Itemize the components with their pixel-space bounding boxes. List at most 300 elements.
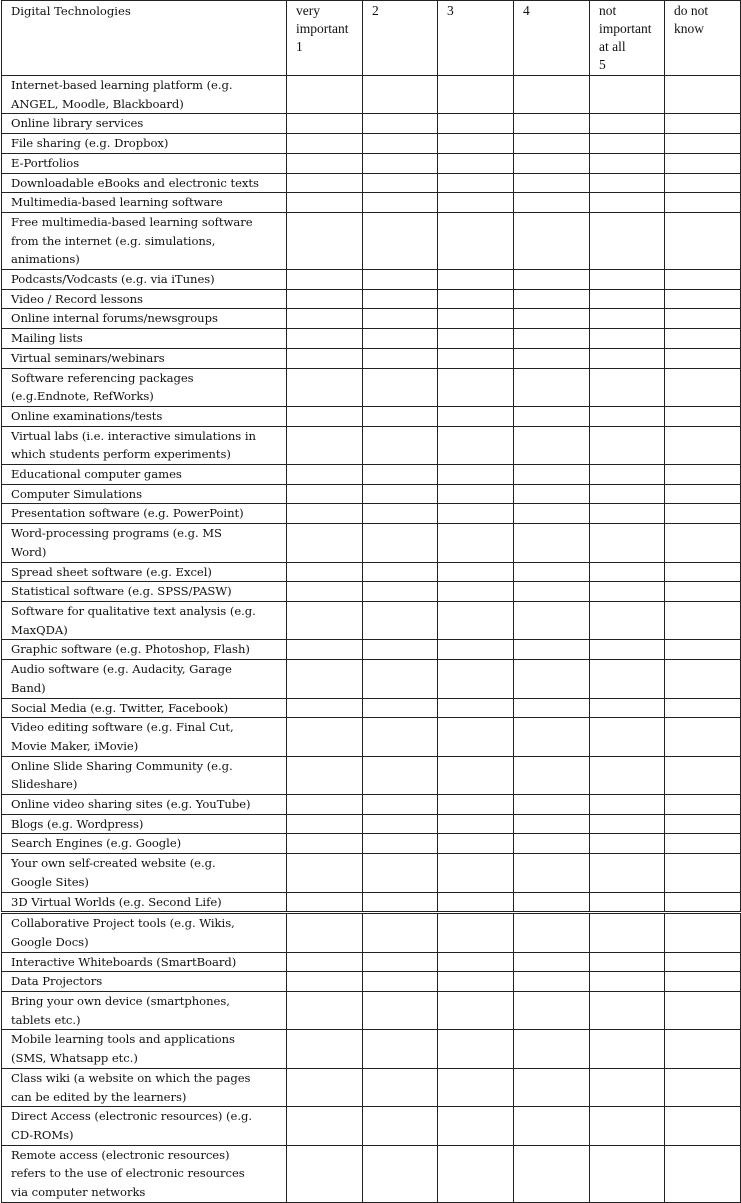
table-row	[2, 1145, 741, 1202]
rating-cell-not-important[interactable]	[590, 582, 665, 602]
rating-cell-not-important[interactable]	[590, 329, 665, 349]
rating-cell-2[interactable]	[363, 795, 438, 815]
rating-cell-do-not-know[interactable]	[665, 601, 741, 639]
rating-cell-do-not-know[interactable]	[665, 212, 741, 269]
rating-cell-4[interactable]	[514, 134, 590, 154]
rating-cell-not-important[interactable]	[590, 465, 665, 485]
rating-cell-3[interactable]	[438, 582, 514, 602]
rating-cell-very-important[interactable]	[287, 504, 363, 524]
table-row	[2, 834, 741, 854]
rating-cell-not-important[interactable]	[590, 913, 665, 952]
table-row	[2, 562, 741, 582]
rating-cell-2[interactable]	[363, 582, 438, 602]
technology-label: Free multimedia-based learning software from the internet (e.g. simulations, animations)	[2, 212, 287, 269]
header-3: 3	[438, 1, 514, 76]
technology-label: Your own self-created website (e.g. Google Sites)	[2, 854, 287, 892]
rating-cell-2[interactable]	[363, 562, 438, 582]
rating-cell-do-not-know[interactable]	[665, 329, 741, 349]
rating-cell-very-important[interactable]	[287, 173, 363, 193]
rating-cell-not-important[interactable]	[590, 640, 665, 660]
rating-cell-2[interactable]	[363, 913, 438, 952]
rating-cell-very-important[interactable]	[287, 992, 363, 1030]
rating-cell-do-not-know[interactable]	[665, 309, 741, 329]
header-technology: Digital Technologies	[2, 1, 287, 76]
rating-cell-do-not-know[interactable]	[665, 406, 741, 426]
rating-cell-not-important[interactable]	[590, 173, 665, 193]
rating-cell-not-important[interactable]	[590, 114, 665, 134]
rating-cell-do-not-know[interactable]	[665, 1030, 741, 1068]
rating-cell-4[interactable]	[514, 1145, 590, 1202]
table-row	[2, 814, 741, 834]
rating-cell-4[interactable]	[514, 640, 590, 660]
rating-cell-do-not-know[interactable]	[665, 718, 741, 756]
rating-cell-do-not-know[interactable]	[665, 698, 741, 718]
rating-cell-4[interactable]	[514, 756, 590, 794]
rating-cell-3[interactable]	[438, 1068, 514, 1106]
table-row	[2, 193, 741, 213]
rating-cell-not-important[interactable]	[590, 601, 665, 639]
rating-cell-4[interactable]	[514, 212, 590, 269]
rating-cell-3[interactable]	[438, 426, 514, 464]
rating-cell-3[interactable]	[438, 524, 514, 562]
rating-cell-very-important[interactable]	[287, 718, 363, 756]
rating-cell-3[interactable]	[438, 1145, 514, 1202]
rating-cell-very-important[interactable]	[287, 114, 363, 134]
rating-cell-3[interactable]	[438, 270, 514, 290]
rating-cell-3[interactable]	[438, 309, 514, 329]
rating-cell-very-important[interactable]	[287, 972, 363, 992]
rating-cell-not-important[interactable]	[590, 698, 665, 718]
rating-cell-not-important[interactable]	[590, 76, 665, 114]
rating-cell-very-important[interactable]	[287, 795, 363, 815]
rating-cell-very-important[interactable]	[287, 601, 363, 639]
rating-cell-do-not-know[interactable]	[665, 76, 741, 114]
rating-cell-2[interactable]	[363, 601, 438, 639]
rating-cell-2[interactable]	[363, 212, 438, 269]
rating-cell-very-important[interactable]	[287, 426, 363, 464]
rating-cell-do-not-know[interactable]	[665, 153, 741, 173]
rating-cell-very-important[interactable]	[287, 134, 363, 154]
rating-cell-very-important[interactable]	[287, 756, 363, 794]
table-row	[2, 484, 741, 504]
rating-cell-3[interactable]	[438, 484, 514, 504]
rating-cell-2[interactable]	[363, 270, 438, 290]
rating-cell-2[interactable]	[363, 1030, 438, 1068]
rating-cell-not-important[interactable]	[590, 1145, 665, 1202]
rating-cell-4[interactable]	[514, 1030, 590, 1068]
technology-label: Online video sharing sites (e.g. YouTube)	[2, 795, 287, 815]
rating-cell-not-important[interactable]	[590, 992, 665, 1030]
rating-cell-do-not-know[interactable]	[665, 795, 741, 815]
rating-cell-2[interactable]	[363, 134, 438, 154]
technology-label: Multimedia-based learning software	[2, 193, 287, 213]
rating-cell-3[interactable]	[438, 329, 514, 349]
rating-cell-2[interactable]	[363, 76, 438, 114]
rating-cell-do-not-know[interactable]	[665, 972, 741, 992]
technology-label: 3D Virtual Worlds (e.g. Second Life)	[2, 892, 287, 913]
rating-cell-2[interactable]	[363, 660, 438, 698]
rating-cell-2[interactable]	[363, 834, 438, 854]
rating-cell-3[interactable]	[438, 834, 514, 854]
rating-cell-do-not-know[interactable]	[665, 348, 741, 368]
rating-cell-do-not-know[interactable]	[665, 465, 741, 485]
rating-cell-4[interactable]	[514, 795, 590, 815]
rating-cell-4[interactable]	[514, 76, 590, 114]
rating-cell-4[interactable]	[514, 348, 590, 368]
rating-cell-do-not-know[interactable]	[665, 562, 741, 582]
rating-cell-4[interactable]	[514, 193, 590, 213]
technology-label: Blogs (e.g. Wordpress)	[2, 814, 287, 834]
technology-label: Word-processing programs (e.g. MS Word)	[2, 524, 287, 562]
rating-cell-not-important[interactable]	[590, 270, 665, 290]
rating-cell-4[interactable]	[514, 406, 590, 426]
rating-cell-very-important[interactable]	[287, 329, 363, 349]
technology-label: Class wiki (a website on which the pages can be edited by the learners)	[2, 1068, 287, 1106]
rating-cell-do-not-know[interactable]	[665, 426, 741, 464]
rating-cell-not-important[interactable]	[590, 524, 665, 562]
rating-cell-very-important[interactable]	[287, 1068, 363, 1106]
rating-cell-very-important[interactable]	[287, 854, 363, 892]
rating-cell-3[interactable]	[438, 854, 514, 892]
rating-cell-2[interactable]	[363, 348, 438, 368]
rating-cell-very-important[interactable]	[287, 465, 363, 485]
table-row	[2, 504, 741, 524]
rating-cell-do-not-know[interactable]	[665, 952, 741, 972]
table-row	[2, 114, 741, 134]
rating-cell-do-not-know[interactable]	[665, 854, 741, 892]
rating-cell-4[interactable]	[514, 465, 590, 485]
rating-cell-3[interactable]	[438, 465, 514, 485]
rating-cell-2[interactable]	[363, 972, 438, 992]
header-very-important: very important 1	[287, 1, 363, 76]
rating-cell-3[interactable]	[438, 562, 514, 582]
table-row	[2, 524, 741, 562]
rating-cell-very-important[interactable]	[287, 76, 363, 114]
rating-cell-very-important[interactable]	[287, 309, 363, 329]
rating-cell-2[interactable]	[363, 114, 438, 134]
rating-cell-not-important[interactable]	[590, 1068, 665, 1106]
rating-cell-4[interactable]	[514, 173, 590, 193]
rating-cell-not-important[interactable]	[590, 193, 665, 213]
table-row	[2, 270, 741, 290]
rating-cell-3[interactable]	[438, 368, 514, 406]
rating-cell-not-important[interactable]	[590, 348, 665, 368]
rating-cell-very-important[interactable]	[287, 368, 363, 406]
rating-cell-do-not-know[interactable]	[665, 504, 741, 524]
rating-cell-do-not-know[interactable]	[665, 524, 741, 562]
rating-cell-2[interactable]	[363, 153, 438, 173]
table-row	[2, 892, 741, 913]
rating-cell-very-important[interactable]	[287, 952, 363, 972]
rating-cell-do-not-know[interactable]	[665, 1068, 741, 1106]
rating-cell-4[interactable]	[514, 289, 590, 309]
rating-cell-3[interactable]	[438, 1107, 514, 1145]
rating-cell-4[interactable]	[514, 504, 590, 524]
rating-cell-do-not-know[interactable]	[665, 660, 741, 698]
rating-cell-2[interactable]	[363, 1107, 438, 1145]
rating-cell-not-important[interactable]	[590, 309, 665, 329]
rating-cell-2[interactable]	[363, 329, 438, 349]
technology-label: Collaborative Project tools (e.g. Wikis, Google Docs)	[2, 913, 287, 952]
rating-cell-4[interactable]	[514, 1107, 590, 1145]
rating-cell-4[interactable]	[514, 952, 590, 972]
rating-cell-3[interactable]	[438, 660, 514, 698]
rating-cell-4[interactable]	[514, 660, 590, 698]
technology-label: Mobile learning tools and applications (SMS, Whatsapp etc.)	[2, 1030, 287, 1068]
rating-cell-3[interactable]	[438, 153, 514, 173]
table-row	[2, 309, 741, 329]
rating-cell-not-important[interactable]	[590, 426, 665, 464]
rating-cell-not-important[interactable]	[590, 212, 665, 269]
rating-cell-not-important[interactable]	[590, 814, 665, 834]
rating-cell-2[interactable]	[363, 718, 438, 756]
rating-cell-2[interactable]	[363, 992, 438, 1030]
table-row	[2, 660, 741, 698]
header-4: 4	[514, 1, 590, 76]
rating-cell-4[interactable]	[514, 114, 590, 134]
rating-cell-4[interactable]	[514, 814, 590, 834]
rating-cell-do-not-know[interactable]	[665, 756, 741, 794]
rating-cell-3[interactable]	[438, 406, 514, 426]
technology-label: Computer Simulations	[2, 484, 287, 504]
rating-cell-4[interactable]	[514, 992, 590, 1030]
rating-cell-2[interactable]	[363, 504, 438, 524]
rating-cell-4[interactable]	[514, 892, 590, 913]
rating-cell-4[interactable]	[514, 270, 590, 290]
rating-cell-3[interactable]	[438, 1030, 514, 1068]
rating-cell-very-important[interactable]	[287, 212, 363, 269]
table-row	[2, 756, 741, 794]
rating-cell-3[interactable]	[438, 972, 514, 992]
rating-cell-very-important[interactable]	[287, 484, 363, 504]
rating-cell-4[interactable]	[514, 972, 590, 992]
rating-cell-do-not-know[interactable]	[665, 289, 741, 309]
rating-cell-very-important[interactable]	[287, 834, 363, 854]
rating-cell-4[interactable]	[514, 524, 590, 562]
rating-cell-not-important[interactable]	[590, 756, 665, 794]
technology-label: Statistical software (e.g. SPSS/PASW)	[2, 582, 287, 602]
rating-cell-4[interactable]	[514, 601, 590, 639]
rating-cell-not-important[interactable]	[590, 1030, 665, 1068]
rating-cell-4[interactable]	[514, 1068, 590, 1106]
table-row	[2, 76, 741, 114]
rating-cell-3[interactable]	[438, 289, 514, 309]
rating-cell-4[interactable]	[514, 562, 590, 582]
rating-cell-4[interactable]	[514, 854, 590, 892]
rating-cell-4[interactable]	[514, 834, 590, 854]
rating-cell-3[interactable]	[438, 913, 514, 952]
rating-cell-3[interactable]	[438, 952, 514, 972]
rating-cell-not-important[interactable]	[590, 718, 665, 756]
rating-cell-very-important[interactable]	[287, 1107, 363, 1145]
rating-cell-do-not-know[interactable]	[665, 913, 741, 952]
rating-cell-2[interactable]	[363, 289, 438, 309]
rating-cell-not-important[interactable]	[590, 660, 665, 698]
rating-cell-do-not-know[interactable]	[665, 834, 741, 854]
rating-cell-very-important[interactable]	[287, 153, 363, 173]
rating-cell-2[interactable]	[363, 640, 438, 660]
rating-cell-3[interactable]	[438, 601, 514, 639]
rating-cell-2[interactable]	[363, 426, 438, 464]
technology-label: Internet-based learning platform (e.g. ANGEL, Moodle, Blackboard)	[2, 76, 287, 114]
rating-cell-very-important[interactable]	[287, 814, 363, 834]
table-row	[2, 972, 741, 992]
rating-cell-very-important[interactable]	[287, 913, 363, 952]
technology-label: Bring your own device (smartphones, tablets etc.)	[2, 992, 287, 1030]
rating-cell-3[interactable]	[438, 348, 514, 368]
technology-label: Data Projectors	[2, 972, 287, 992]
rating-cell-3[interactable]	[438, 795, 514, 815]
rating-cell-3[interactable]	[438, 134, 514, 154]
rating-cell-very-important[interactable]	[287, 406, 363, 426]
table-row	[2, 289, 741, 309]
rating-cell-not-important[interactable]	[590, 504, 665, 524]
technology-label: Online Slide Sharing Community (e.g. Slideshare)	[2, 756, 287, 794]
rating-cell-not-important[interactable]	[590, 562, 665, 582]
rating-cell-3[interactable]	[438, 814, 514, 834]
rating-cell-2[interactable]	[363, 524, 438, 562]
rating-cell-3[interactable]	[438, 212, 514, 269]
rating-cell-do-not-know[interactable]	[665, 484, 741, 504]
rating-cell-3[interactable]	[438, 756, 514, 794]
rating-cell-3[interactable]	[438, 992, 514, 1030]
rating-cell-very-important[interactable]	[287, 640, 363, 660]
rating-cell-do-not-know[interactable]	[665, 134, 741, 154]
rating-cell-4[interactable]	[514, 913, 590, 952]
rating-cell-not-important[interactable]	[590, 952, 665, 972]
rating-cell-very-important[interactable]	[287, 1030, 363, 1068]
rating-cell-2[interactable]	[363, 814, 438, 834]
rating-cell-4[interactable]	[514, 698, 590, 718]
rating-cell-do-not-know[interactable]	[665, 892, 741, 913]
table-row	[2, 913, 741, 952]
rating-cell-2[interactable]	[363, 952, 438, 972]
rating-cell-not-important[interactable]	[590, 484, 665, 504]
rating-cell-very-important[interactable]	[287, 193, 363, 213]
rating-cell-do-not-know[interactable]	[665, 1107, 741, 1145]
technology-label: Software for qualitative text analysis (e.g. MaxQDA)	[2, 601, 287, 639]
rating-cell-2[interactable]	[363, 484, 438, 504]
table-row	[2, 1107, 741, 1145]
rating-cell-do-not-know[interactable]	[665, 814, 741, 834]
rating-cell-do-not-know[interactable]	[665, 1145, 741, 1202]
technology-label: Graphic software (e.g. Photoshop, Flash)	[2, 640, 287, 660]
rating-cell-4[interactable]	[514, 329, 590, 349]
technology-label: Spread sheet software (e.g. Excel)	[2, 562, 287, 582]
rating-cell-3[interactable]	[438, 173, 514, 193]
rating-cell-2[interactable]	[363, 465, 438, 485]
rating-cell-very-important[interactable]	[287, 892, 363, 913]
rating-cell-2[interactable]	[363, 756, 438, 794]
rating-cell-2[interactable]	[363, 698, 438, 718]
table-row	[2, 795, 741, 815]
rating-cell-very-important[interactable]	[287, 660, 363, 698]
rating-cell-not-important[interactable]	[590, 972, 665, 992]
rating-cell-very-important[interactable]	[287, 289, 363, 309]
rating-cell-do-not-know[interactable]	[665, 992, 741, 1030]
rating-cell-do-not-know[interactable]	[665, 640, 741, 660]
rating-cell-2[interactable]	[363, 1068, 438, 1106]
rating-cell-not-important[interactable]	[590, 368, 665, 406]
rating-cell-2[interactable]	[363, 193, 438, 213]
header-not-important: not important at all 5	[590, 1, 665, 76]
rating-cell-3[interactable]	[438, 698, 514, 718]
rating-cell-do-not-know[interactable]	[665, 193, 741, 213]
rating-cell-4[interactable]	[514, 309, 590, 329]
table-row	[2, 1068, 741, 1106]
technology-label: Remote access (electronic resources) refers to the use of electronic resources via computer networks	[2, 1145, 287, 1202]
rating-cell-do-not-know[interactable]	[665, 114, 741, 134]
rating-cell-3[interactable]	[438, 504, 514, 524]
rating-cell-4[interactable]	[514, 484, 590, 504]
rating-cell-very-important[interactable]	[287, 1145, 363, 1202]
rating-cell-do-not-know[interactable]	[665, 368, 741, 406]
rating-cell-3[interactable]	[438, 193, 514, 213]
rating-cell-not-important[interactable]	[590, 892, 665, 913]
table-row	[2, 134, 741, 154]
table-row	[2, 601, 741, 639]
table-row	[2, 465, 741, 485]
rating-cell-do-not-know[interactable]	[665, 270, 741, 290]
header-2: 2	[363, 1, 438, 76]
table-row	[2, 426, 741, 464]
rating-cell-not-important[interactable]	[590, 134, 665, 154]
rating-cell-not-important[interactable]	[590, 406, 665, 426]
rating-cell-very-important[interactable]	[287, 698, 363, 718]
rating-cell-2[interactable]	[363, 406, 438, 426]
rating-cell-very-important[interactable]	[287, 562, 363, 582]
rating-cell-very-important[interactable]	[287, 348, 363, 368]
rating-cell-not-important[interactable]	[590, 289, 665, 309]
rating-cell-3[interactable]	[438, 114, 514, 134]
rating-cell-4[interactable]	[514, 426, 590, 464]
rating-cell-do-not-know[interactable]	[665, 582, 741, 602]
rating-cell-4[interactable]	[514, 582, 590, 602]
technology-label: Interactive Whiteboards (SmartBoard)	[2, 952, 287, 972]
rating-cell-3[interactable]	[438, 892, 514, 913]
table-row	[2, 153, 741, 173]
rating-cell-2[interactable]	[363, 892, 438, 913]
rating-cell-4[interactable]	[514, 368, 590, 406]
rating-cell-not-important[interactable]	[590, 854, 665, 892]
rating-cell-3[interactable]	[438, 76, 514, 114]
rating-cell-do-not-know[interactable]	[665, 173, 741, 193]
rating-cell-not-important[interactable]	[590, 834, 665, 854]
rating-cell-2[interactable]	[363, 173, 438, 193]
table-row	[2, 329, 741, 349]
rating-cell-2[interactable]	[363, 854, 438, 892]
rating-cell-2[interactable]	[363, 309, 438, 329]
technology-label: Virtual labs (i.e. interactive simulations in which students perform experiments)	[2, 426, 287, 464]
rating-cell-very-important[interactable]	[287, 270, 363, 290]
rating-cell-4[interactable]	[514, 153, 590, 173]
rating-cell-3[interactable]	[438, 640, 514, 660]
rating-cell-3[interactable]	[438, 718, 514, 756]
rating-cell-not-important[interactable]	[590, 153, 665, 173]
rating-cell-4[interactable]	[514, 718, 590, 756]
rating-cell-very-important[interactable]	[287, 524, 363, 562]
technology-label: Online library services	[2, 114, 287, 134]
header-row	[2, 1, 741, 76]
rating-cell-very-important[interactable]	[287, 582, 363, 602]
digital-technologies-rating-table	[1, 0, 741, 1203]
rating-cell-not-important[interactable]	[590, 1107, 665, 1145]
rating-cell-2[interactable]	[363, 1145, 438, 1202]
technology-label: Presentation software (e.g. PowerPoint)	[2, 504, 287, 524]
rating-cell-not-important[interactable]	[590, 795, 665, 815]
rating-cell-2[interactable]	[363, 368, 438, 406]
table-row	[2, 173, 741, 193]
